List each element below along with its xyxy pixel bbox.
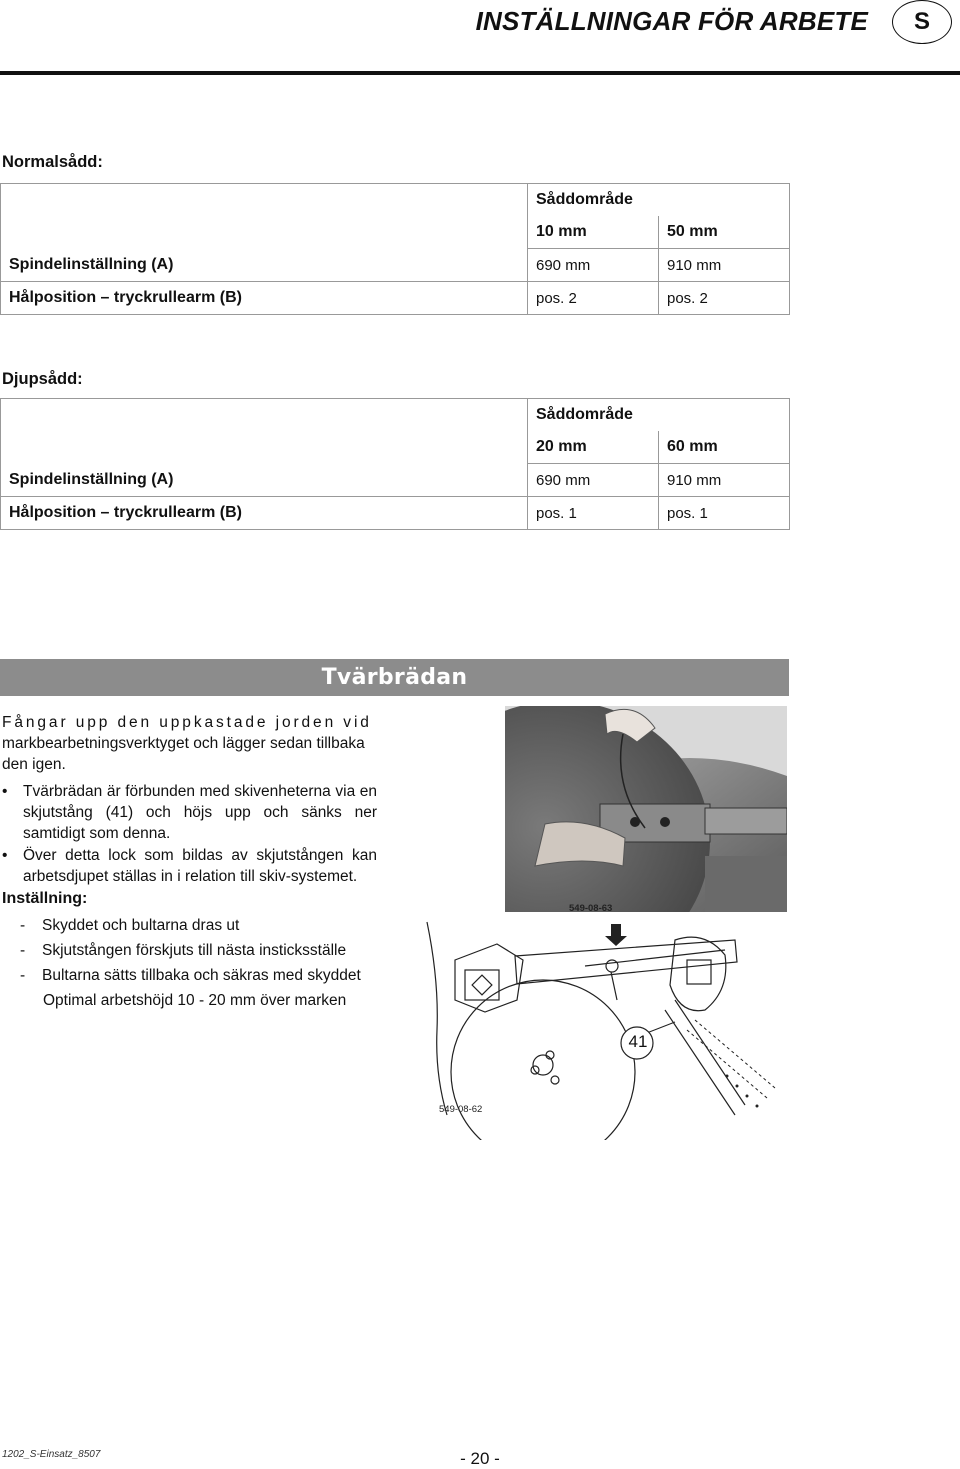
- document-code: 1202_S-Einsatz_8507: [2, 1449, 101, 1460]
- step-item: [20, 917, 239, 935]
- normal-sowing-heading: Normalsådd:: [2, 153, 103, 171]
- page-title: INSTÄLLNINGAR FÖR ARBETE: [475, 6, 868, 36]
- row-value: 690 mm: [528, 464, 659, 497]
- table-empty-cell: [1, 431, 528, 464]
- deep-sowing-heading: Djupsådd:: [2, 370, 83, 388]
- page-number: - 20 -: [460, 1449, 500, 1468]
- bullet-text: Tvärbrädan är förbunden med skivenheterna via en skjutstång (41) och höjs upp och sänks ner samtidigt som denna.: [23, 783, 377, 842]
- table-empty-cell: [1, 216, 528, 249]
- row-value: 910 mm: [659, 249, 790, 282]
- bullet-dot-icon: •: [2, 783, 8, 800]
- row-label: Spindelinställning (A): [1, 464, 528, 497]
- row-value: pos. 2: [659, 282, 790, 315]
- diagram-code: 549-08-62: [439, 1104, 483, 1115]
- table-empty-cell: [1, 399, 528, 432]
- dash-icon: -: [20, 917, 26, 934]
- range-col-1: 20 mm: [528, 431, 659, 464]
- row-value: pos. 2: [528, 282, 659, 315]
- intro-line-1: Fångar upp den uppkastade jorden vid: [2, 714, 372, 731]
- row-label: Hålposition – tryckrullearm (B): [1, 497, 528, 530]
- row-label: Spindelinställning (A): [1, 249, 528, 282]
- photo-code: 549-08-63: [569, 903, 613, 914]
- table-row: [1, 249, 790, 282]
- row-value: 910 mm: [659, 464, 790, 497]
- step-text: Skyddet och bultarna dras ut: [42, 917, 240, 934]
- dash-icon: -: [20, 942, 26, 959]
- intro-line-rest: markbearbetningsverktyget och lägger sedan tillbaka den igen.: [2, 735, 365, 773]
- row-value: pos. 1: [659, 497, 790, 530]
- photo-image: [505, 706, 787, 912]
- range-header: Såddområde: [528, 399, 790, 432]
- row-value: pos. 1: [528, 497, 659, 530]
- intro-paragraph: [2, 712, 377, 775]
- setting-heading: Inställning:: [2, 890, 88, 907]
- row-value: 690 mm: [528, 249, 659, 282]
- dash-icon: -: [20, 967, 26, 984]
- language-badge: S: [892, 0, 952, 44]
- range-header: Såddområde: [528, 184, 790, 217]
- section-banner: Tvärbrädan: [0, 659, 789, 696]
- bullet-text: Över detta lock som bildas av skjutstången kan arbetsdjupet ställas in i relation till skiv-systemet.: [23, 847, 377, 885]
- table-row: [1, 464, 790, 497]
- step-item: [20, 967, 361, 985]
- normal-sowing-table: [0, 183, 790, 315]
- bullet-item: [2, 781, 377, 844]
- range-col-1: 10 mm: [528, 216, 659, 249]
- deep-sowing-table: [0, 398, 790, 530]
- callout-label: 41: [628, 1032, 648, 1051]
- table-row: [1, 497, 790, 530]
- optimal-height-note: Optimal arbetshöjd 10 - 20 mm över marken: [43, 992, 347, 1009]
- table-empty-cell: [1, 184, 528, 217]
- step-text: Skjutstången förskjuts till nästa insticksställe: [42, 942, 347, 959]
- row-label: Hålposition – tryckrullearm (B): [1, 282, 528, 315]
- range-col-2: 50 mm: [659, 216, 790, 249]
- bullet-item: [2, 845, 377, 887]
- step-text: Bultarna sätts tillbaka och säkras med skyddet: [42, 967, 361, 984]
- header-rule: [0, 71, 960, 75]
- bullet-dot-icon: •: [2, 847, 8, 864]
- range-col-2: 60 mm: [659, 431, 790, 464]
- step-item: [20, 942, 346, 960]
- table-row: [1, 282, 790, 315]
